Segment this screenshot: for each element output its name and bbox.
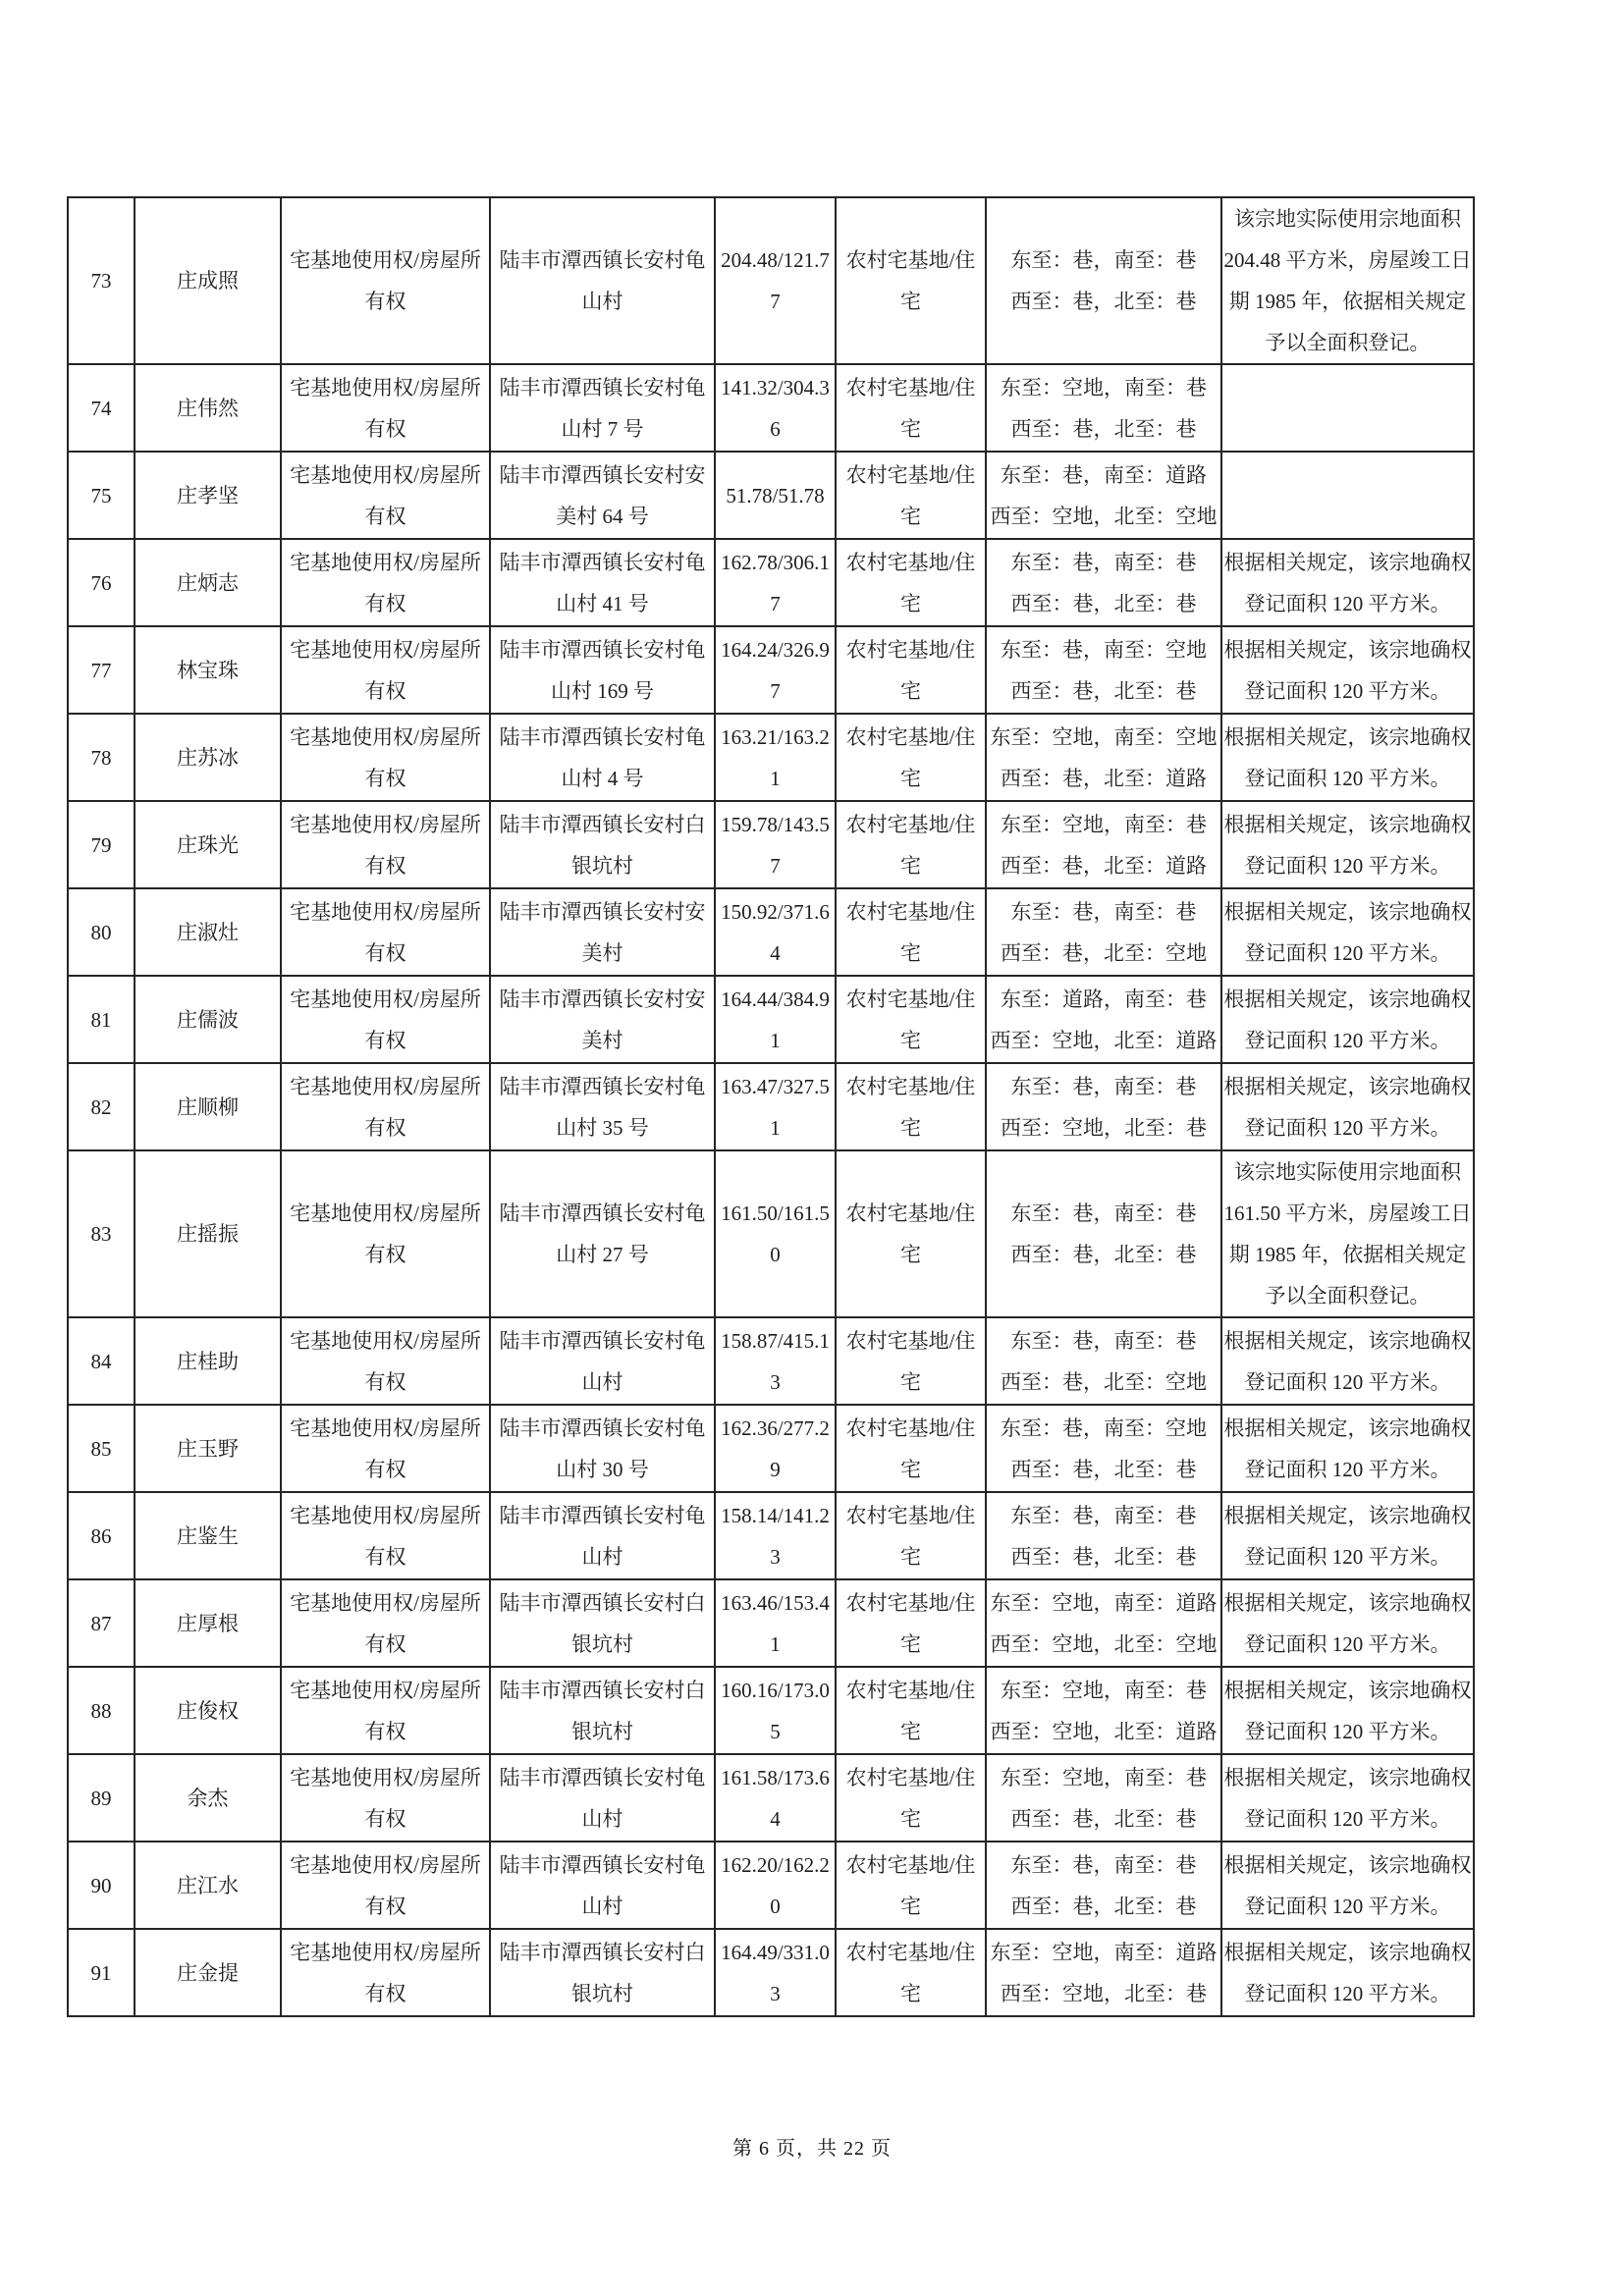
owner-name: 庄俊权 xyxy=(135,1667,281,1754)
row-number: 76 xyxy=(68,539,135,626)
rights-type: 宅基地使用权/房屋所有权 xyxy=(281,1405,490,1492)
area-values: 158.14/141.23 xyxy=(715,1492,836,1579)
boundary-west-north: 西至：空地，北至：空地 xyxy=(990,1631,1218,1656)
land-use-type: 农村宅基地/住宅 xyxy=(836,1150,986,1317)
rights-type: 宅基地使用权/房屋所有权 xyxy=(281,539,490,626)
boundary-east-south: 东至：巷，南至：巷 xyxy=(1010,1074,1197,1098)
boundary-east-south: 东至：空地，南至：道路 xyxy=(990,1940,1218,1964)
rights-type: 宅基地使用权/房屋所有权 xyxy=(281,1929,490,2016)
remark: 根据相关规定，该宗地确权登记面积 120 平方米。 xyxy=(1221,1492,1474,1579)
property-address: 陆丰市潭西镇长安村龟山村 xyxy=(490,1754,715,1842)
rights-type: 宅基地使用权/房屋所有权 xyxy=(281,626,490,714)
owner-name: 庄玉野 xyxy=(135,1405,281,1492)
boundary-west-north: 西至：空地，北至：空地 xyxy=(990,504,1218,528)
boundary-west-north: 西至：空地，北至：道路 xyxy=(990,1028,1218,1052)
row-number: 77 xyxy=(68,626,135,714)
owner-name: 庄孝坚 xyxy=(135,452,281,539)
rights-type: 宅基地使用权/房屋所有权 xyxy=(281,364,490,452)
area-values: 141.32/304.36 xyxy=(715,364,836,452)
area-values: 164.49/331.03 xyxy=(715,1929,836,2016)
rights-type: 宅基地使用权/房屋所有权 xyxy=(281,1667,490,1754)
land-use-type: 农村宅基地/住宅 xyxy=(836,1929,986,2016)
owner-name: 庄顺柳 xyxy=(135,1063,281,1150)
rights-type: 宅基地使用权/房屋所有权 xyxy=(281,1754,490,1842)
boundary-east-south: 东至：空地，南至：巷 xyxy=(1001,1765,1207,1789)
area-values: 160.16/173.05 xyxy=(715,1667,836,1754)
table-row xyxy=(68,1063,1474,1150)
land-use-type: 农村宅基地/住宅 xyxy=(836,1667,986,1754)
remark xyxy=(1221,452,1474,539)
remark: 根据相关规定，该宗地确权登记面积 120 平方米。 xyxy=(1221,539,1474,626)
boundary-west-north: 西至：巷，北至：巷 xyxy=(1010,416,1197,441)
remark: 该宗地实际使用宗地面积 161.50 平方米，房屋竣工日期 1985 年，依据相关规定予以全面积登记。 xyxy=(1221,1150,1474,1317)
property-address: 陆丰市潭西镇长安村龟山村 xyxy=(490,1317,715,1405)
owner-name: 庄厚根 xyxy=(135,1579,281,1667)
property-address: 陆丰市潭西镇长安村龟山村 30 号 xyxy=(490,1405,715,1492)
area-values: 163.47/327.51 xyxy=(715,1063,836,1150)
rights-type: 宅基地使用权/房屋所有权 xyxy=(281,888,490,976)
remark: 根据相关规定，该宗地确权登记面积 120 平方米。 xyxy=(1221,626,1474,714)
owner-name: 庄成照 xyxy=(135,197,281,364)
boundary-west-north: 西至：巷，北至：道路 xyxy=(1001,853,1207,878)
land-use-type: 农村宅基地/住宅 xyxy=(836,1754,986,1842)
boundaries-cell xyxy=(986,1929,1221,2016)
land-use-type: 农村宅基地/住宅 xyxy=(836,801,986,888)
table-row xyxy=(68,888,1474,976)
boundary-east-south: 东至：空地，南至：巷 xyxy=(1001,1678,1207,1702)
land-use-type: 农村宅基地/住宅 xyxy=(836,452,986,539)
boundary-east-south: 东至：空地，南至：巷 xyxy=(1001,375,1207,400)
table-row xyxy=(68,626,1474,714)
area-values: 162.20/162.20 xyxy=(715,1842,836,1929)
boundaries-cell xyxy=(986,1150,1221,1317)
row-number: 80 xyxy=(68,888,135,976)
table-row xyxy=(68,1150,1474,1317)
property-address: 陆丰市潭西镇长安村白银坑村 xyxy=(490,1929,715,2016)
owner-name: 林宝珠 xyxy=(135,626,281,714)
boundary-east-south: 东至：巷，南至：道路 xyxy=(1001,462,1207,487)
owner-name: 庄伟然 xyxy=(135,364,281,452)
rights-type: 宅基地使用权/房屋所有权 xyxy=(281,1492,490,1579)
rights-type: 宅基地使用权/房屋所有权 xyxy=(281,1063,490,1150)
boundary-west-north: 西至：巷，北至：巷 xyxy=(1010,1806,1197,1831)
boundary-west-north: 西至：巷，北至：巷 xyxy=(1010,1544,1197,1569)
property-address: 陆丰市潭西镇长安村安美村 64 号 xyxy=(490,452,715,539)
boundary-west-north: 西至：空地，北至：巷 xyxy=(1001,1115,1207,1140)
rights-type: 宅基地使用权/房屋所有权 xyxy=(281,976,490,1063)
boundary-east-south: 东至：空地，南至：巷 xyxy=(1001,812,1207,836)
land-registry-table xyxy=(67,196,1475,2017)
row-number: 82 xyxy=(68,1063,135,1150)
remark: 根据相关规定，该宗地确权登记面积 120 平方米。 xyxy=(1221,1754,1474,1842)
property-address: 陆丰市潭西镇长安村白银坑村 xyxy=(490,1579,715,1667)
property-address: 陆丰市潭西镇长安村龟山村 27 号 xyxy=(490,1150,715,1317)
land-use-type: 农村宅基地/住宅 xyxy=(836,364,986,452)
remark xyxy=(1221,364,1474,452)
boundary-west-north: 西至：空地，北至：巷 xyxy=(1001,1981,1207,2005)
boundaries-cell xyxy=(986,1405,1221,1492)
table-row xyxy=(68,976,1474,1063)
table-row xyxy=(68,714,1474,801)
remark: 根据相关规定，该宗地确权登记面积 120 平方米。 xyxy=(1221,1063,1474,1150)
table-row xyxy=(68,1579,1474,1667)
area-values: 150.92/371.64 xyxy=(715,888,836,976)
land-use-type: 农村宅基地/住宅 xyxy=(836,714,986,801)
remark: 根据相关规定，该宗地确权登记面积 120 平方米。 xyxy=(1221,1579,1474,1667)
boundary-west-north: 西至：巷，北至：道路 xyxy=(1001,766,1207,790)
row-number: 84 xyxy=(68,1317,135,1405)
land-use-type: 农村宅基地/住宅 xyxy=(836,539,986,626)
land-use-type: 农村宅基地/住宅 xyxy=(836,1405,986,1492)
owner-name: 庄苏冰 xyxy=(135,714,281,801)
land-use-type: 农村宅基地/住宅 xyxy=(836,197,986,364)
page-indicator: 第 6 页，共 22 页 xyxy=(732,2138,892,2160)
boundaries-cell xyxy=(986,801,1221,888)
boundaries-cell xyxy=(986,1317,1221,1405)
table-body xyxy=(68,197,1474,2016)
boundary-east-south: 东至：巷，南至：巷 xyxy=(1010,1201,1197,1225)
row-number: 91 xyxy=(68,1929,135,2016)
area-values: 161.58/173.64 xyxy=(715,1754,836,1842)
boundary-west-north: 西至：巷，北至：巷 xyxy=(1010,290,1197,313)
land-use-type: 农村宅基地/住宅 xyxy=(836,976,986,1063)
area-values: 163.46/153.41 xyxy=(715,1579,836,1667)
owner-name: 庄金提 xyxy=(135,1929,281,2016)
boundaries-cell xyxy=(986,1842,1221,1929)
land-use-type: 农村宅基地/住宅 xyxy=(836,1579,986,1667)
boundaries-cell xyxy=(986,1579,1221,1667)
table-row xyxy=(68,364,1474,452)
rights-type: 宅基地使用权/房屋所有权 xyxy=(281,801,490,888)
row-number: 86 xyxy=(68,1492,135,1579)
boundary-east-south: 东至：巷，南至：空地 xyxy=(1001,637,1207,662)
land-use-type: 农村宅基地/住宅 xyxy=(836,1842,986,1929)
area-values: 162.78/306.17 xyxy=(715,539,836,626)
owner-name: 庄江水 xyxy=(135,1842,281,1929)
boundaries-cell xyxy=(986,1754,1221,1842)
table-row xyxy=(68,452,1474,539)
rights-type: 宅基地使用权/房屋所有权 xyxy=(281,1317,490,1405)
boundary-west-north: 西至：巷，北至：巷 xyxy=(1010,678,1197,703)
boundary-west-north: 西至：巷，北至：巷 xyxy=(1010,591,1197,615)
boundaries-cell xyxy=(986,1667,1221,1754)
page-footer xyxy=(0,2132,1624,2161)
land-use-type: 农村宅基地/住宅 xyxy=(836,888,986,976)
boundary-west-north: 西至：空地，北至：道路 xyxy=(990,1719,1218,1743)
row-number: 79 xyxy=(68,801,135,888)
table-row xyxy=(68,1492,1474,1579)
row-number: 88 xyxy=(68,1667,135,1754)
row-number: 73 xyxy=(68,197,135,364)
owner-name: 庄炳志 xyxy=(135,539,281,626)
area-values: 162.36/277.29 xyxy=(715,1405,836,1492)
table-row xyxy=(68,1842,1474,1929)
remark: 根据相关规定，该宗地确权登记面积 120 平方米。 xyxy=(1221,1405,1474,1492)
boundary-east-south: 东至：道路，南至：巷 xyxy=(1001,987,1207,1011)
table-row xyxy=(68,1667,1474,1754)
table-row xyxy=(68,1405,1474,1492)
land-use-type: 农村宅基地/住宅 xyxy=(836,1317,986,1405)
rights-type: 宅基地使用权/房屋所有权 xyxy=(281,197,490,364)
row-number: 74 xyxy=(68,364,135,452)
area-values: 164.24/326.97 xyxy=(715,626,836,714)
boundary-east-south: 东至：巷，南至：巷 xyxy=(1010,550,1197,574)
row-number: 81 xyxy=(68,976,135,1063)
boundaries-cell xyxy=(986,626,1221,714)
boundary-east-south: 东至：巷，南至：空地 xyxy=(1001,1415,1207,1440)
table-row xyxy=(68,1317,1474,1405)
owner-name: 庄珠光 xyxy=(135,801,281,888)
remark: 根据相关规定，该宗地确权登记面积 120 平方米。 xyxy=(1221,714,1474,801)
rights-type: 宅基地使用权/房屋所有权 xyxy=(281,1842,490,1929)
owner-name: 余杰 xyxy=(135,1754,281,1842)
row-number: 75 xyxy=(68,452,135,539)
boundary-east-south: 东至：空地，南至：空地 xyxy=(990,724,1218,749)
owner-name: 庄淑灶 xyxy=(135,888,281,976)
remark: 该宗地实际使用宗地面积 204.48 平方米，房屋竣工日期 1985 年，依据相关规定予以全面积登记。 xyxy=(1221,197,1474,364)
boundaries-cell xyxy=(986,197,1221,364)
property-address: 陆丰市潭西镇长安村龟山村 169 号 xyxy=(490,626,715,714)
row-number: 90 xyxy=(68,1842,135,1929)
property-address: 陆丰市潭西镇长安村龟山村 xyxy=(490,1842,715,1929)
boundary-east-south: 东至：巷，南至：巷 xyxy=(1010,248,1197,272)
property-address: 陆丰市潭西镇长安村白银坑村 xyxy=(490,1667,715,1754)
area-values: 164.44/384.91 xyxy=(715,976,836,1063)
rights-type: 宅基地使用权/房屋所有权 xyxy=(281,452,490,539)
remark: 根据相关规定，该宗地确权登记面积 120 平方米。 xyxy=(1221,888,1474,976)
row-number: 89 xyxy=(68,1754,135,1842)
property-address: 陆丰市潭西镇长安村龟山村 7 号 xyxy=(490,364,715,452)
property-address: 陆丰市潭西镇长安村龟山村 4 号 xyxy=(490,714,715,801)
remark: 根据相关规定，该宗地确权登记面积 120 平方米。 xyxy=(1221,1842,1474,1929)
property-address: 陆丰市潭西镇长安村安美村 xyxy=(490,976,715,1063)
boundaries-cell xyxy=(986,1492,1221,1579)
boundaries-cell xyxy=(986,452,1221,539)
remark: 根据相关规定，该宗地确权登记面积 120 平方米。 xyxy=(1221,1667,1474,1754)
rights-type: 宅基地使用权/房屋所有权 xyxy=(281,714,490,801)
property-address: 陆丰市潭西镇长安村安美村 xyxy=(490,888,715,976)
row-number: 85 xyxy=(68,1405,135,1492)
rights-type: 宅基地使用权/房屋所有权 xyxy=(281,1579,490,1667)
area-values: 161.50/161.50 xyxy=(715,1150,836,1317)
remark: 根据相关规定，该宗地确权登记面积 120 平方米。 xyxy=(1221,976,1474,1063)
row-number: 78 xyxy=(68,714,135,801)
boundary-east-south: 东至：空地，南至：道路 xyxy=(990,1590,1218,1615)
boundary-west-north: 西至：巷，北至：空地 xyxy=(1001,1369,1207,1394)
remark: 根据相关规定，该宗地确权登记面积 120 平方米。 xyxy=(1221,1317,1474,1405)
area-values: 204.48/121.77 xyxy=(715,197,836,364)
boundaries-cell xyxy=(986,539,1221,626)
land-use-type: 农村宅基地/住宅 xyxy=(836,1492,986,1579)
row-number: 87 xyxy=(68,1579,135,1667)
remark: 根据相关规定，该宗地确权登记面积 120 平方米。 xyxy=(1221,801,1474,888)
remark: 根据相关规定，该宗地确权登记面积 120 平方米。 xyxy=(1221,1929,1474,2016)
boundaries-cell xyxy=(986,364,1221,452)
table-row xyxy=(68,1754,1474,1842)
boundary-east-south: 东至：巷，南至：巷 xyxy=(1010,899,1197,924)
property-address: 陆丰市潭西镇长安村龟山村 xyxy=(490,197,715,364)
owner-name: 庄鉴生 xyxy=(135,1492,281,1579)
area-values: 51.78/51.78 xyxy=(715,452,836,539)
boundaries-cell xyxy=(986,976,1221,1063)
owner-name: 庄摇振 xyxy=(135,1150,281,1317)
land-use-type: 农村宅基地/住宅 xyxy=(836,1063,986,1150)
boundary-east-south: 东至：巷，南至：巷 xyxy=(1010,1328,1197,1353)
property-address: 陆丰市潭西镇长安村龟山村 35 号 xyxy=(490,1063,715,1150)
row-number: 83 xyxy=(68,1150,135,1317)
boundaries-cell xyxy=(986,1063,1221,1150)
table-row xyxy=(68,197,1474,364)
owner-name: 庄桂助 xyxy=(135,1317,281,1405)
table-row xyxy=(68,1929,1474,2016)
table-row xyxy=(68,539,1474,626)
area-values: 163.21/163.21 xyxy=(715,714,836,801)
boundaries-cell xyxy=(986,714,1221,801)
property-address: 陆丰市潭西镇长安村龟山村 41 号 xyxy=(490,539,715,626)
property-address: 陆丰市潭西镇长安村白银坑村 xyxy=(490,801,715,888)
boundary-east-south: 东至：巷，南至：巷 xyxy=(1010,1852,1197,1877)
boundary-west-north: 西至：巷，北至：巷 xyxy=(1010,1243,1197,1266)
land-use-type: 农村宅基地/住宅 xyxy=(836,626,986,714)
boundary-east-south: 东至：巷，南至：巷 xyxy=(1010,1503,1197,1527)
property-address: 陆丰市潭西镇长安村龟山村 xyxy=(490,1492,715,1579)
area-values: 159.78/143.57 xyxy=(715,801,836,888)
area-values: 158.87/415.13 xyxy=(715,1317,836,1405)
boundary-west-north: 西至：巷，北至：空地 xyxy=(1001,940,1207,965)
rights-type: 宅基地使用权/房屋所有权 xyxy=(281,1150,490,1317)
boundaries-cell xyxy=(986,888,1221,976)
owner-name: 庄儒波 xyxy=(135,976,281,1063)
boundary-west-north: 西至：巷，北至：巷 xyxy=(1010,1457,1197,1481)
boundary-west-north: 西至：巷，北至：巷 xyxy=(1010,1894,1197,1918)
table-row xyxy=(68,801,1474,888)
